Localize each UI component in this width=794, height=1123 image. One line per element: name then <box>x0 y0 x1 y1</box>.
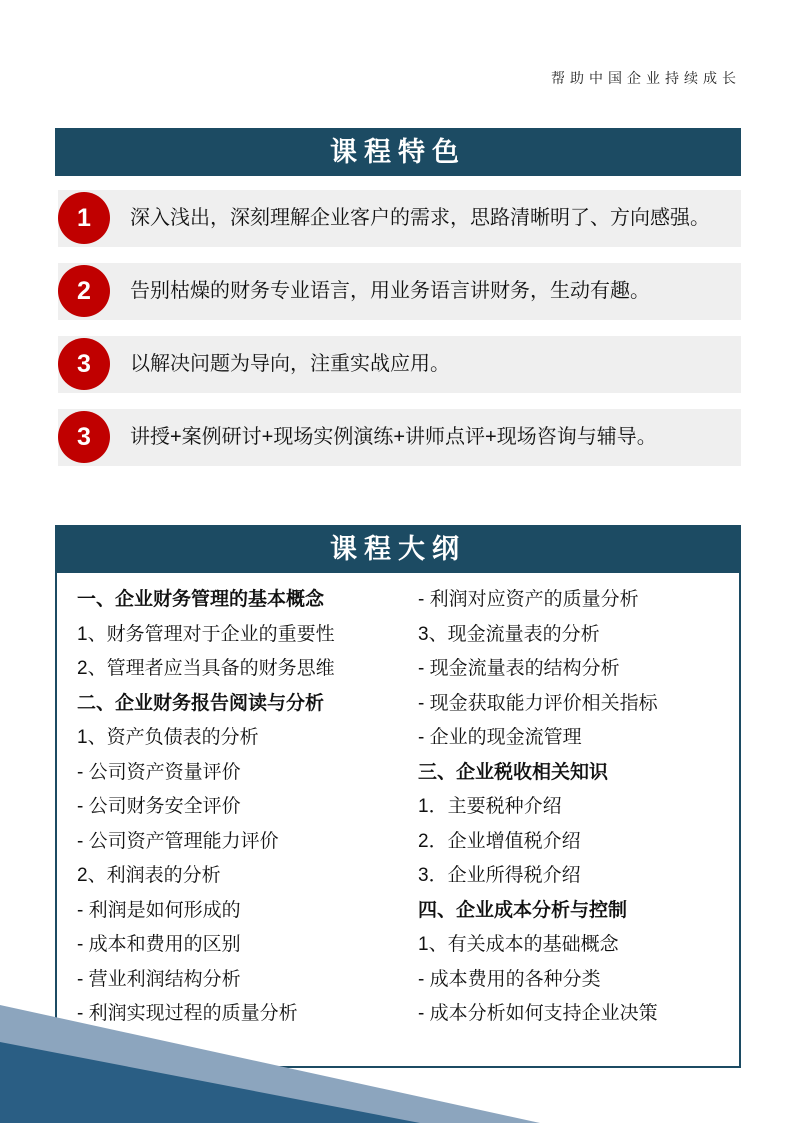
outline-right-column <box>398 583 739 1066</box>
outline-item: 三、企业税收相关知识 <box>418 761 609 783</box>
feature-number-badge: 3 <box>58 338 110 390</box>
outline-item: 1、资产负债表的分析 <box>77 727 259 748</box>
outline-item: - 公司资产资量评价 <box>77 761 241 783</box>
outline-item: 四、企业成本分析与控制 <box>418 899 628 921</box>
outline-item: 1、有关成本的基础概念 <box>418 934 619 955</box>
course-features-section <box>55 128 741 482</box>
feature-item <box>58 263 741 320</box>
outline-item: 3．企业所得税介绍 <box>418 865 581 886</box>
feature-number-badge: 3 <box>58 411 110 463</box>
outline-item: - 利润是如何形成的 <box>77 899 241 921</box>
outline-left-column <box>57 583 398 1066</box>
feature-text: 讲授+案例研讨+现场实例演练+讲师点评+现场咨询与辅导。 <box>130 426 657 448</box>
outline-item: 3、现金流量表的分析 <box>418 623 600 645</box>
outline-item: 2．企业增值税介绍 <box>418 830 581 852</box>
outline-item: - 成本费用的各种分类 <box>418 968 601 990</box>
feature-text: 告别枯燥的财务专业语言，用业务语言讲财务，生动有趣。 <box>130 280 650 302</box>
feature-list <box>55 190 741 466</box>
outline-item: - 利润实现过程的质量分析 <box>77 1003 298 1024</box>
feature-item <box>58 190 741 247</box>
feature-text: 以解决问题为导向，注重实战应用。 <box>130 353 450 375</box>
outline-item: 一、企业财务管理的基本概念 <box>77 589 325 610</box>
outline-box <box>55 573 741 1068</box>
outline-item: 2、管理者应当具备的财务思维 <box>77 658 335 679</box>
outline-item: - 现金获取能力评价相关指标 <box>418 692 658 714</box>
outline-item: - 现金流量表的结构分析 <box>418 658 620 679</box>
feature-item <box>58 409 741 466</box>
outline-item: 1．主要税种介绍 <box>418 796 562 817</box>
feature-item <box>58 336 741 393</box>
feature-number-badge: 1 <box>58 192 110 244</box>
outline-item: 二、企业财务报告阅读与分析 <box>77 692 325 714</box>
feature-number-badge: 2 <box>58 265 110 317</box>
outline-item: 1、财务管理对于企业的重要性 <box>77 623 335 645</box>
course-outline-section <box>55 525 741 1068</box>
outline-item: 2、利润表的分析 <box>77 865 221 886</box>
outline-item: - 营业利润结构分析 <box>77 968 241 990</box>
features-section-title: 课程特色 <box>55 128 741 176</box>
outline-item: - 公司资产管理能力评价 <box>77 830 279 852</box>
outline-item: - 企业的现金流管理 <box>418 727 582 748</box>
outline-section-title: 课程大纲 <box>55 525 741 573</box>
outline-item: - 成本和费用的区别 <box>77 934 241 955</box>
outline-item: - 成本分析如何支持企业决策 <box>418 1003 658 1024</box>
outline-item: - 公司财务安全评价 <box>77 796 241 817</box>
header-tagline: 帮助中国企业持续成长 <box>551 70 741 86</box>
feature-text: 深入浅出，深刻理解企业客户的需求，思路清晰明了、方向感强。 <box>130 207 710 229</box>
outline-item: - 利润对应资产的质量分析 <box>418 589 639 610</box>
